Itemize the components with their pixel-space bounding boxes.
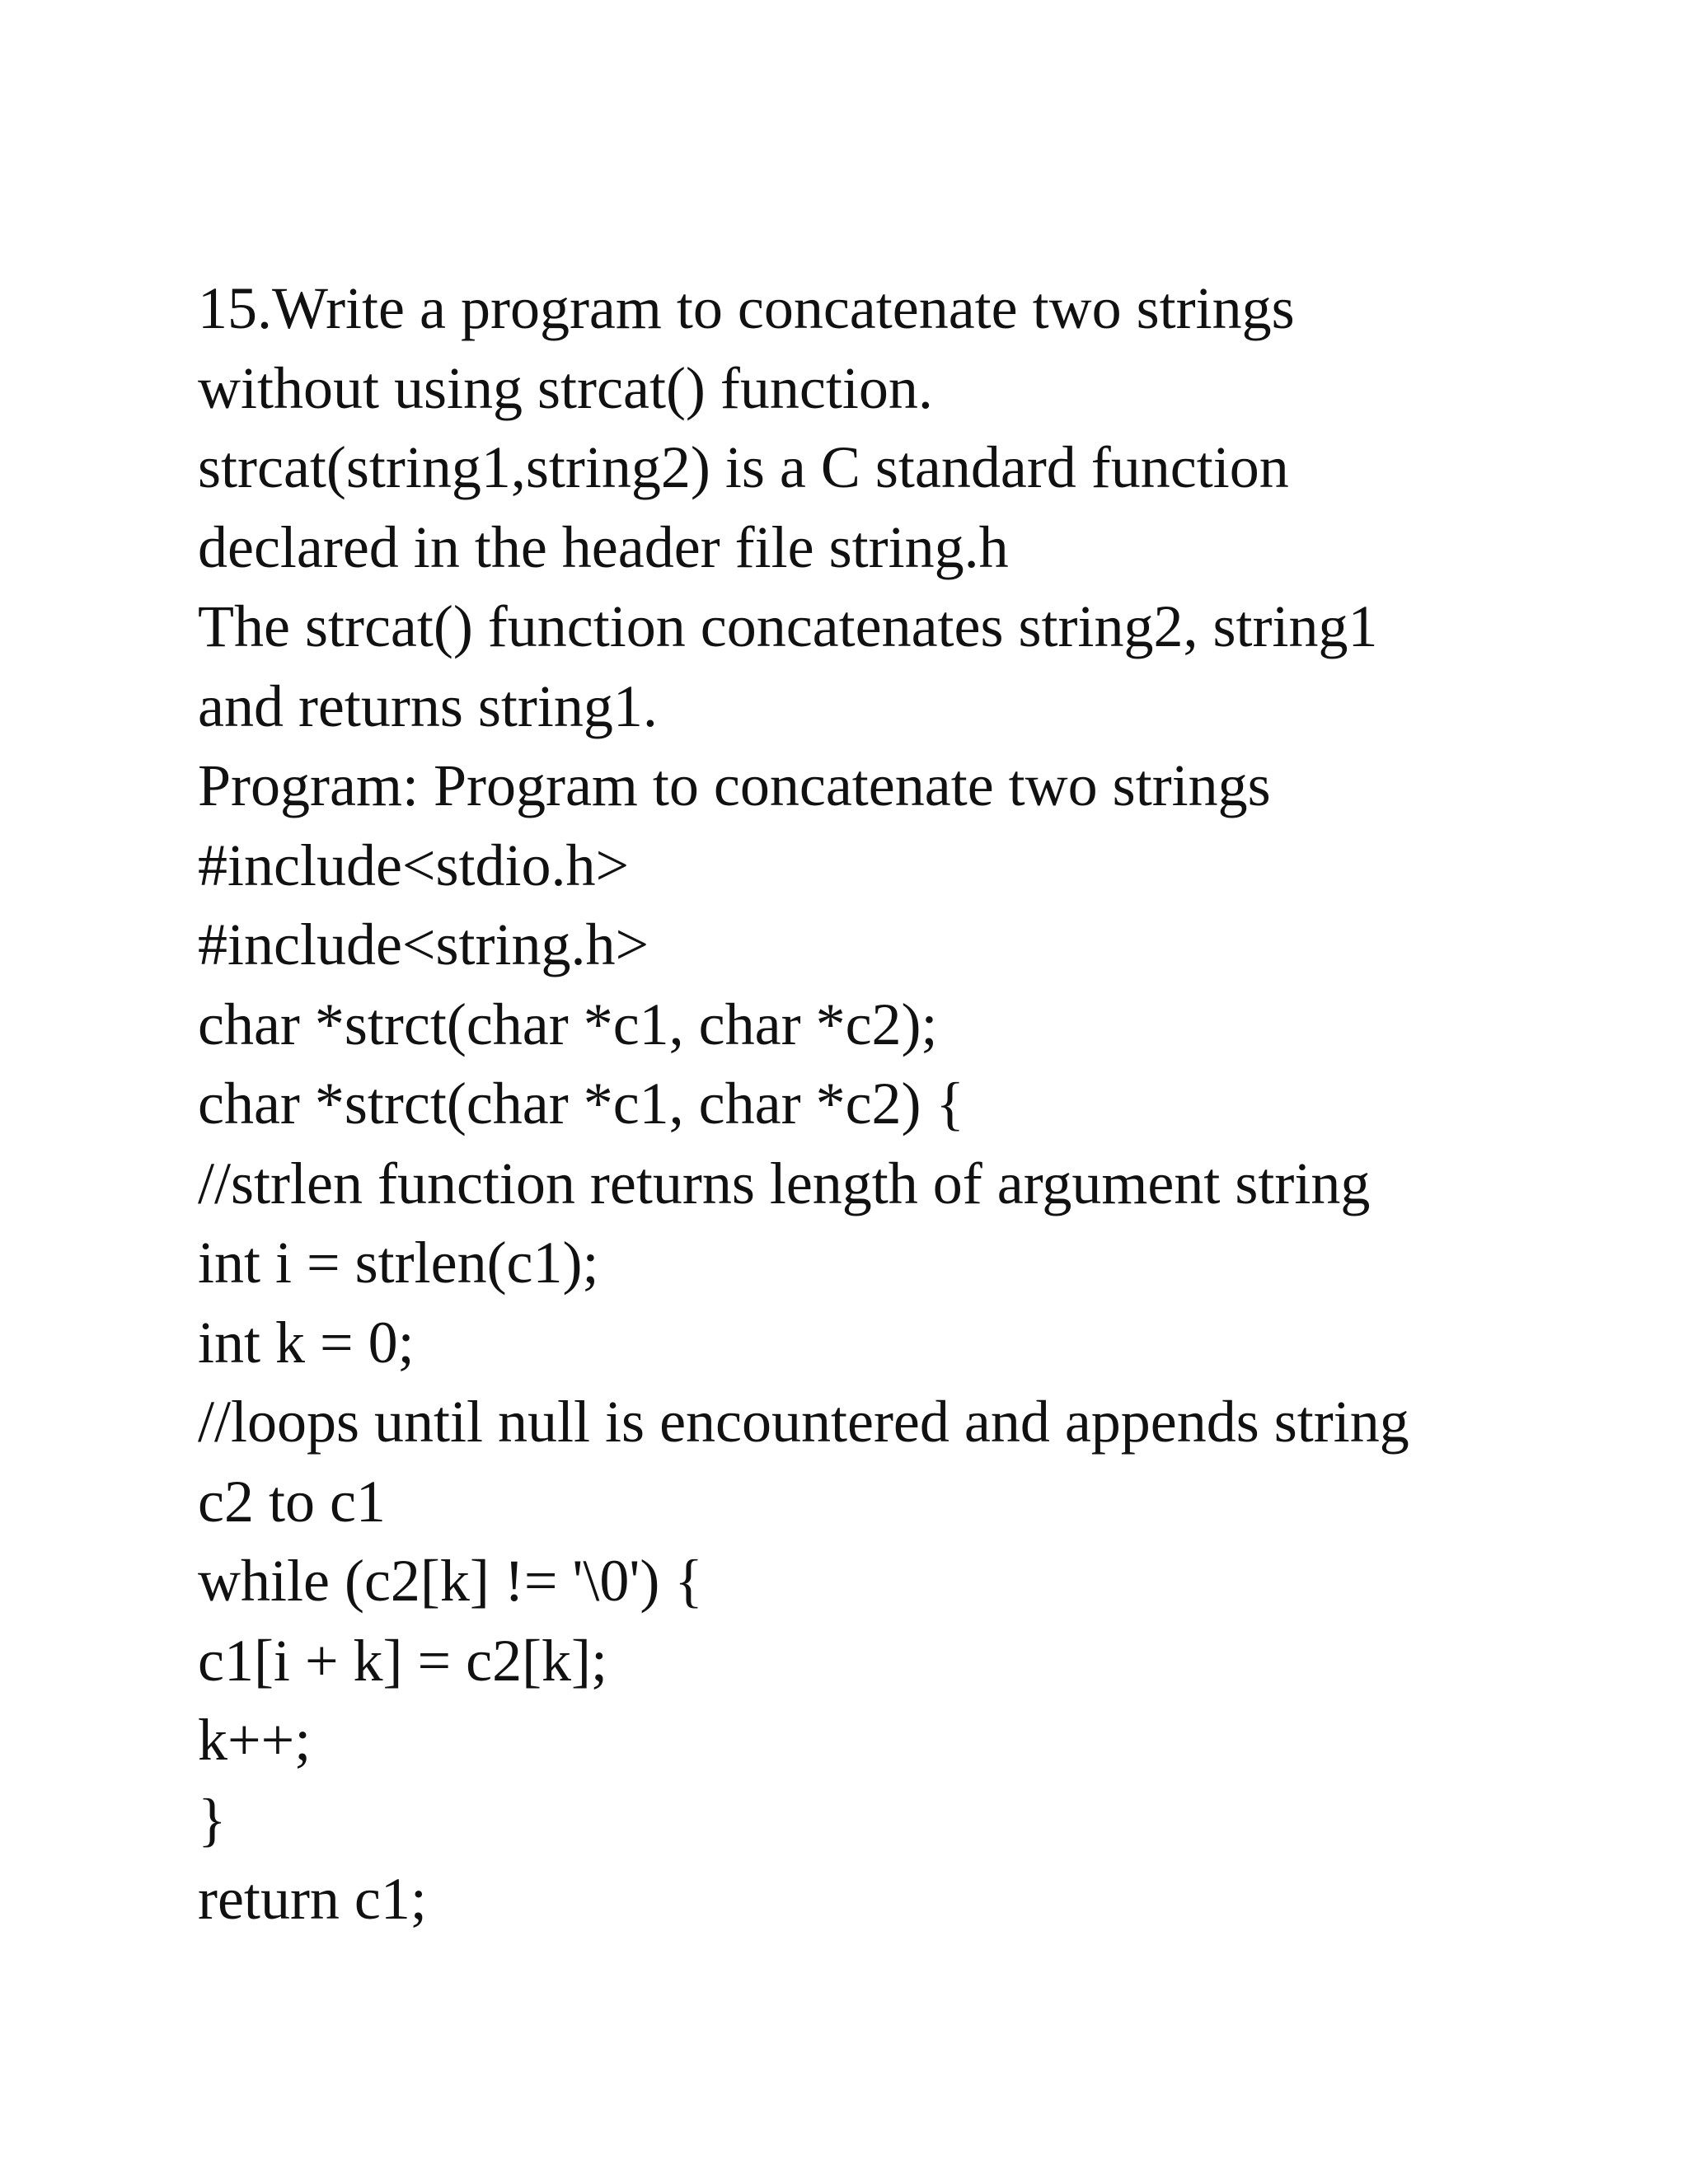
code-line-int-k: int k = 0; — [198, 1309, 415, 1376]
code-comment-strlen: //strlen function returns length of argument string — [198, 1150, 1371, 1216]
code-line-while: while (c2[k] != '\0') { — [198, 1548, 703, 1614]
description-line-1: strcat(string1,string2) is a C standard function — [198, 434, 1289, 500]
description-line-4: and returns string1. — [198, 673, 658, 739]
code-comment-loop-1: //loops until null is encountered and appends string — [198, 1389, 1409, 1455]
code-line-close-brace: } — [198, 1786, 227, 1853]
question-title-line-1: 15.Write a program to concatenate two strings — [198, 275, 1295, 341]
code-line-prototype: char *strct(char *c1, char *c2); — [198, 991, 938, 1057]
code-line-assign: c1[i + k] = c2[k]; — [198, 1627, 608, 1694]
question-title-line-2: without using strcat() function. — [198, 354, 933, 421]
code-comment-loop-2: c2 to c1 — [198, 1468, 386, 1535]
program-heading: Program: Program to concatenate two strings — [198, 752, 1271, 818]
description-line-2: declared in the header file string.h — [198, 513, 1009, 580]
code-line-return: return c1; — [198, 1866, 427, 1932]
code-line-int-i: int i = strlen(c1); — [198, 1230, 599, 1296]
document-text — [198, 269, 1484, 1939]
description-line-3: The strcat() function concatenates string2, string1 — [198, 593, 1378, 659]
code-line-definition: char *strct(char *c1, char *c2) { — [198, 1071, 965, 1137]
code-line-include-stdio: #include<stdio.h> — [198, 832, 630, 898]
code-line-include-string: #include<string.h> — [198, 912, 649, 977]
code-line-increment: k++; — [198, 1707, 312, 1773]
